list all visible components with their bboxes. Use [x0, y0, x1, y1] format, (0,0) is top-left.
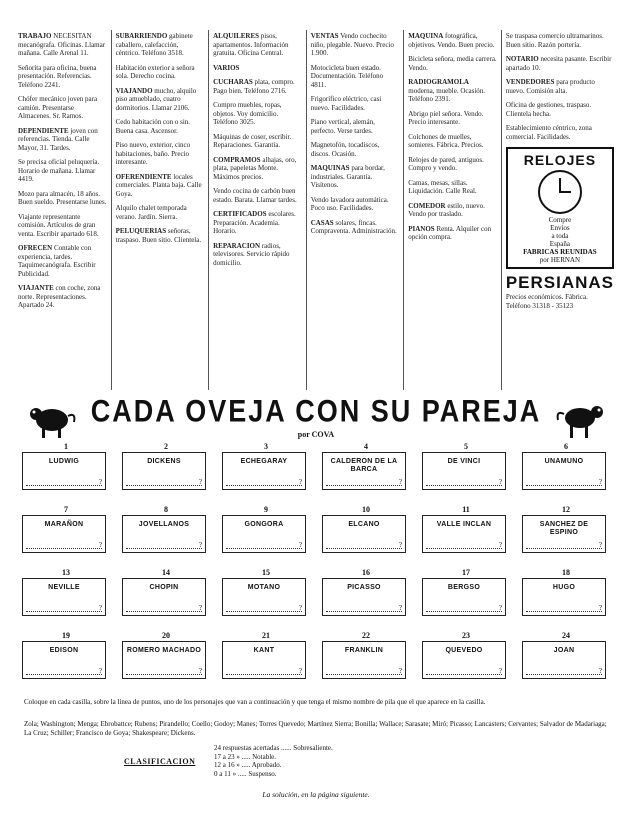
classified-ad [116, 204, 205, 221]
cell-number: 10 [362, 505, 370, 514]
cell-name: ELCANO [348, 521, 380, 528]
classified-ad [116, 118, 205, 135]
answer-line[interactable]: ? [526, 542, 602, 549]
ad-heading: VIAJANTE [18, 284, 54, 292]
answer-line[interactable]: ? [326, 479, 402, 486]
puzzle-instructions: Coloque en cada casilla, sobre la línea de puntos, uno de los personajes que van a continuación y que tenga el mismo nombre de pila que el que aparece en la casilla. [24, 698, 486, 706]
ad-text: Vendo cochecito niño, plegable. Nuevo. Precio 1.900. [310, 32, 394, 57]
ad-text: gabinete caballero, calefacción, céntrico. Teléfono 3518. [115, 32, 193, 57]
puzzle-cell [420, 629, 512, 692]
classified-ad [408, 32, 497, 49]
cell-name: HUGO [552, 584, 576, 591]
ad-heading: COMPRAMOS [213, 155, 261, 164]
answer-line[interactable]: ? [26, 542, 102, 549]
relojes-title: RELOJES [523, 152, 597, 168]
answer-line[interactable]: ? [426, 605, 502, 612]
classified-column [307, 30, 405, 390]
ad-heading: VARIOS [213, 63, 240, 72]
ad-text: alhajas, oro, plata, papeletas Monte. Máximos precios. [213, 155, 297, 181]
classified-ad [18, 213, 107, 239]
ad-text: para producto nuevo. Comisión alta. [505, 78, 595, 95]
classified-ad [506, 78, 614, 95]
ad-heading: REPARACION [213, 241, 261, 250]
answer-line[interactable]: ? [426, 668, 502, 675]
ad-text: Se traspasa comercio ultramarinos. Buen sitio. Razón portería. [505, 32, 604, 49]
answer-box[interactable] [22, 452, 106, 490]
answer-box[interactable] [422, 578, 506, 616]
cell-name: MOTANO [247, 584, 281, 591]
answer-box[interactable] [122, 641, 206, 679]
classified-ad [18, 64, 107, 90]
cell-name: DE VINCI [447, 458, 481, 465]
answer-box[interactable] [22, 641, 106, 679]
puzzle-cell [320, 566, 412, 629]
ad-heading: VIAJANDO [115, 86, 153, 95]
relojes-line: por HERNAN [539, 256, 581, 264]
cell-number: 3 [264, 442, 268, 451]
answer-box[interactable] [122, 578, 206, 616]
cell-number: 16 [362, 568, 370, 577]
answer-box[interactable] [322, 515, 406, 553]
ad-text: Chófer mecánico joven para camión. Presentarse Almacenes. Sr. Ramos. [18, 95, 98, 120]
cell-name: UNAMUNO [544, 458, 584, 465]
ad-heading: PELUQUERIAS [115, 227, 167, 235]
classified-ad [311, 64, 400, 90]
ad-text: Relojes de pared, antiguos. Compro y vendo. [408, 155, 484, 172]
cell-name: SANCHEZ DE ESPINO [539, 521, 589, 536]
answer-box[interactable] [522, 641, 606, 679]
classified-ad [213, 242, 302, 268]
classified-ad [213, 210, 302, 236]
cell-name: DICKENS [147, 458, 181, 465]
ad-text: Compro muebles, ropas, objetos. Voy domicilio. Teléfono 3025. [213, 101, 282, 126]
classified-ad [408, 110, 497, 127]
ad-text: Señorita para oficina, buena presentación. Referencias. Teléfono 2241. [18, 63, 97, 89]
cell-number: 7 [64, 505, 68, 514]
cell-number: 18 [562, 568, 570, 577]
cell-name: JOAN [553, 647, 575, 654]
classified-ad [18, 158, 107, 184]
cell-number: 11 [462, 505, 470, 514]
cell-name: CHOPIN [149, 584, 179, 591]
classified-ad [408, 55, 497, 72]
puzzle-cell [520, 629, 612, 692]
ad-text: Colchones de muelles, somieres. Fábrica. Precios. [408, 132, 484, 149]
answer-line[interactable]: ? [426, 542, 502, 549]
answer-box[interactable] [522, 578, 606, 616]
cell-name: PICASSO [347, 584, 381, 591]
solution-note: La solución, en la página siguiente. [262, 790, 370, 799]
puzzle-cell [320, 440, 412, 503]
puzzle-cell [120, 566, 212, 629]
classified-ad [213, 101, 302, 127]
answer-line[interactable]: ? [226, 479, 302, 486]
classified-ad [213, 133, 302, 150]
puzzle-row [20, 440, 612, 503]
cell-number: 8 [164, 505, 168, 514]
cell-number: 5 [464, 442, 468, 451]
cell-name: CALDERON DE LA BARCA [330, 458, 398, 473]
cell-name: NEVILLE [48, 584, 80, 591]
ad-text: para bordar, industriales. Garantía. Visítenos. [310, 164, 385, 189]
classified-ad [116, 173, 205, 199]
classified-ad [311, 164, 400, 190]
puzzle-row [20, 566, 612, 629]
answer-line[interactable]: ? [226, 668, 302, 675]
classified-ad [18, 127, 107, 153]
puzzle-cell [320, 503, 412, 566]
classified-ad [116, 64, 205, 81]
puzzle-cell [520, 440, 612, 503]
ad-text: Renta. Alquiler con opción compra. [408, 224, 492, 241]
ad-heading: VENTAS [310, 32, 339, 40]
classified-ad [213, 156, 302, 182]
answer-line[interactable]: ? [226, 605, 302, 612]
classified-ad [18, 32, 107, 58]
classified-ad [116, 32, 205, 58]
cell-number: 20 [162, 631, 170, 640]
puzzle-cell [20, 503, 112, 566]
answer-box[interactable] [422, 641, 506, 679]
ad-heading: MAQUINAS [310, 164, 350, 172]
cell-number: 24 [562, 631, 570, 640]
cell-name: FRANKLIN [344, 647, 384, 654]
ad-text: moderna, mueble. Ocasión. Teléfono 2391. [408, 86, 486, 103]
classified-ad [116, 227, 205, 244]
ad-heading: SUBARRIENDO [115, 32, 168, 40]
answer-box[interactable] [222, 641, 306, 679]
puzzle-grid [20, 440, 612, 692]
classified-ad [116, 141, 205, 167]
answer-line[interactable]: ? [26, 668, 102, 675]
ad-text: radios, televisores. Servicio rápido domicilio. [213, 241, 290, 267]
ad-text: Bicicleta señora, media carrera. Vendo. [408, 55, 497, 72]
classified-ad [408, 133, 497, 150]
persianas-text: Precios económicos. Fábrica. Teléfono 31318 - 35123 [505, 293, 588, 310]
answer-line[interactable]: ? [126, 479, 202, 486]
classified-ad [408, 156, 497, 173]
answer-box[interactable] [122, 452, 206, 490]
answer-line[interactable]: ? [126, 668, 202, 675]
clock-icon [538, 170, 582, 214]
answer-box[interactable] [322, 641, 406, 679]
cell-name: LUDWIG [48, 458, 80, 465]
cell-number: 19 [62, 631, 70, 640]
puzzle-cell [420, 503, 512, 566]
answer-line[interactable]: ? [126, 542, 202, 549]
answer-box[interactable] [422, 515, 506, 553]
cell-number: 17 [462, 568, 470, 577]
ad-heading: NOTARIO [505, 55, 539, 63]
classified-ad [311, 196, 400, 213]
cell-name: QUEVEDO [445, 647, 483, 654]
cell-name: VALLE INCLAN [436, 521, 492, 528]
ad-text: señoras, traspaso. Buen sitio. Clientela. [115, 227, 202, 244]
answer-line[interactable]: ? [526, 668, 602, 675]
ad-text: Vendo lavadora automática. Poco uso. Facilidades. [310, 195, 389, 212]
cell-name: KANT [253, 647, 275, 654]
classified-ad [213, 32, 302, 58]
answer-line[interactable]: ? [326, 605, 402, 612]
puzzle-row [20, 629, 612, 692]
persianas-title: PERSIANAS [505, 273, 614, 292]
puzzle-cell [220, 503, 312, 566]
puzzle-cell [520, 566, 612, 629]
cell-name: BERGSO [447, 584, 481, 591]
classified-ad [18, 95, 107, 121]
ad-text: Contable con experiencia, tardes. Taquimecanógrafa. Escribir Publicidad. [18, 244, 96, 278]
ad-heading: RADIOGRAMOLA [408, 78, 469, 86]
ad-text: Se precisa oficial peluquería. Horario de mañana. Llamar 4419. [18, 158, 100, 183]
ad-text: plata, compro. Pago bien. Teléfono 2716. [213, 78, 295, 95]
classified-ad [506, 101, 614, 118]
ad-text: solares, fincas. Compraventa. Administración. [310, 218, 397, 235]
classified-ad [311, 32, 400, 58]
puzzle-title: CADA OVEJA CON SU PAREJA [90, 393, 542, 429]
puzzle-section [14, 392, 618, 812]
cell-number: 1 [64, 442, 68, 451]
ad-heading: MAQUINA [408, 32, 444, 40]
classified-ad [506, 55, 614, 72]
puzzle-cell [220, 440, 312, 503]
classified-ad [311, 95, 400, 112]
answer-line[interactable]: ? [526, 479, 602, 486]
cell-number: 6 [564, 442, 568, 451]
cell-number: 15 [262, 568, 270, 577]
answer-line[interactable]: ? [426, 479, 502, 486]
puzzle-cell [20, 440, 112, 503]
ad-text: Establecimiento céntrico, zona comercial. Facilidades. [505, 124, 592, 141]
classified-ad [18, 284, 107, 310]
ad-text: Cedo habitación con o sin. Buena casa. Ascensor. [115, 118, 191, 135]
classified-ad [408, 179, 497, 196]
classified-ad [116, 87, 205, 113]
score-line: 12 a 16 » ..... Aprobado. [214, 761, 282, 769]
ad-heading: ALQUILERES [213, 32, 260, 40]
classified-ad [311, 219, 400, 236]
puzzle-cell [20, 629, 112, 692]
puzzle-cell [120, 440, 212, 503]
relojes-line: a toda [551, 232, 569, 240]
classified-ad [18, 190, 107, 207]
ad-text: Frigorífico eléctrico, casi nuevo. Facilidades. [310, 95, 382, 112]
ad-text: Piso nuevo, exterior, cinco habitaciones, baño. Precio interesante. [115, 141, 191, 166]
relojes-ad [506, 147, 614, 269]
puzzle-cell [320, 629, 412, 692]
classified-ad [506, 32, 614, 49]
answer-line[interactable]: ? [326, 542, 402, 549]
cell-number: 23 [462, 631, 470, 640]
puzzle-cell [520, 503, 612, 566]
answer-box[interactable] [522, 515, 606, 553]
ad-text: pisos, apartamentos. Información gratuita. Oficina Central. [213, 32, 289, 57]
ad-heading: CUCHARAS [213, 78, 253, 86]
classified-ad [506, 124, 614, 141]
ad-text: Piano vertical, alemán, perfecto. Verse tardes. [310, 118, 375, 135]
ads-slot [506, 32, 614, 141]
ad-heading: OFERENDIENTE [115, 172, 172, 181]
cell-name: ROMERO MACHADO [126, 647, 202, 654]
ad-text: fotográfica, objetivos. Vendo. Buen precio. [408, 32, 495, 49]
classified-column [502, 30, 618, 390]
answer-box[interactable] [22, 515, 106, 553]
answer-box[interactable] [322, 578, 406, 616]
answer-box[interactable] [422, 452, 506, 490]
puzzle-cell [120, 629, 212, 692]
cell-name: ECHEGARAY [240, 458, 288, 465]
puzzle-row [20, 503, 612, 566]
cell-number: 4 [364, 442, 368, 451]
classified-ad [213, 78, 302, 95]
ad-text: Máquinas de coser, escribir. Reparaciones. Garantía. [213, 132, 292, 149]
answer-box[interactable] [22, 578, 106, 616]
ad-heading: CASAS [310, 218, 334, 227]
answer-box[interactable] [322, 452, 406, 490]
ad-text: necesita pasante. Escribir apartado 10. [505, 55, 612, 72]
classified-ad [18, 244, 107, 278]
ad-heading: PIANOS [408, 224, 435, 233]
ad-text: Habitación exterior a señora sola. Derecho cocina. [115, 63, 195, 80]
ad-text: con coche, zona norte. Representaciones. Apartado 24. [18, 284, 101, 309]
ad-text: joven con referencias. Tienda. Calle Mayor, 31. Tardes. [18, 126, 98, 152]
ad-text: estilo, nuevo. Vendo por traslado. [408, 201, 485, 218]
puzzle-cell [20, 566, 112, 629]
ad-text: mucho, alquilo piso amueblado, cuatro dormitorios. Llamar 2106. [115, 86, 197, 112]
puzzle-cell [420, 440, 512, 503]
answer-box[interactable] [122, 515, 206, 553]
answer-line[interactable]: ? [26, 479, 102, 486]
classified-ad [311, 118, 400, 135]
answer-line[interactable]: ? [126, 605, 202, 612]
cell-number: 12 [562, 505, 570, 514]
ad-text: Motocicleta buen estado. Documentación. Teléfono 4811. [310, 63, 384, 89]
classified-ad [213, 64, 302, 73]
puzzle-cell [220, 566, 312, 629]
classified-columns [14, 30, 618, 390]
cell-number: 21 [262, 631, 270, 640]
score-line: 24 respuestas acertadas ...... Sobresaliente. [214, 744, 333, 752]
score-table [214, 744, 333, 778]
classified-column [404, 30, 502, 390]
ad-text: Alquilo chalet temporada verano. Jardín. Sierra. [115, 204, 187, 221]
puzzle-cell [120, 503, 212, 566]
ad-text: Viajante representante comisión. Artículos de gran venta. Escribir apartado 618. [18, 212, 99, 238]
relojes-line: FABRICAS REUNIDAS [523, 248, 597, 256]
score-line: 0 a 11 » ..... Suspenso. [214, 769, 277, 778]
score-line: 17 a 23 » ..... Notable. [214, 752, 277, 761]
answer-box[interactable] [222, 578, 306, 616]
ad-text: Oficina de gestiones, traspaso. Clientela hecha. [505, 101, 592, 118]
puzzle-cell [420, 566, 512, 629]
ad-heading: OFRECEN [18, 244, 53, 252]
ad-text: Magnetofón, tocadiscos, discos. Ocasión. [310, 141, 380, 158]
ad-text: Abrigo piel señora. Vendo. Precio interesante. [408, 109, 484, 126]
answer-box[interactable] [522, 452, 606, 490]
answer-box[interactable] [222, 515, 306, 553]
answer-line[interactable]: ? [326, 668, 402, 675]
classified-column [112, 30, 210, 390]
puzzle-cell [220, 629, 312, 692]
cell-number: 9 [264, 505, 268, 514]
classified-ad [311, 141, 400, 158]
cell-number: 22 [362, 631, 370, 640]
puzzle-options: Zola; Washington; Menga; Ebrobattce; Rubens; Pirandello; Coello; Godoy; Manes; Torres Quevedo; Martínez Sierra; Bonilla; Wallace; Sarasate; Miró; Picasso; Lancasters; Cervantes; Salvador de Madariaga; La Cruz; Schiller; Francisco de Goya; Shakespeare; Dickens. [24, 720, 607, 737]
cell-name: JOVELLANOS [138, 521, 190, 528]
ad-heading: VENDEDORES [505, 78, 555, 86]
ad-heading: COMEDOR [408, 201, 446, 210]
ad-text: Vendo cocina de carbón buen estado. Barata. Llamar tardes. [213, 187, 297, 204]
relojes-line: Compre [548, 216, 572, 224]
puzzle-byline: por COVA [297, 430, 335, 439]
cell-number: 2 [164, 442, 168, 451]
classified-ad [408, 78, 497, 104]
classified-ad [408, 202, 497, 219]
relojes-line: Envíos [550, 224, 570, 232]
cell-name: GONGORA [244, 521, 284, 528]
answer-line[interactable]: ? [226, 542, 302, 549]
relojes-line: España [549, 240, 571, 248]
cell-name: EDISON [49, 647, 79, 654]
cell-name: MARAÑON [44, 521, 84, 528]
ad-text: locales comerciales. Planta baja. Calle Goya. [115, 172, 202, 198]
ad-heading: DEPENDIENTE [18, 126, 69, 135]
cell-number: 14 [162, 568, 170, 577]
ad-text: Camas, mesas, sillas. Liquidación. Calle Real. [408, 178, 477, 195]
ad-text: escolares. Preparación. Academia. Horario. [213, 210, 296, 235]
answer-line[interactable]: ? [526, 605, 602, 612]
classification-label: CLASIFICACION [124, 757, 196, 766]
answer-line[interactable]: ? [26, 605, 102, 612]
classified-ad [213, 187, 302, 204]
ad-heading: CERTIFICADOS [213, 210, 267, 218]
ad-text: NECESITAN mecanógrafa. Oficinas. Llamar mañana. Calle Arenal 11. [18, 32, 106, 57]
ad-heading: TRABAJO [18, 32, 52, 40]
ad-text: Mozo para almacén, 18 años. Buen sueldo. Presentarse lunes. [18, 189, 107, 206]
cell-number: 13 [62, 568, 70, 577]
classified-ad [408, 225, 497, 242]
classified-column [209, 30, 307, 390]
answer-box[interactable] [222, 452, 306, 490]
classified-column [14, 30, 112, 390]
